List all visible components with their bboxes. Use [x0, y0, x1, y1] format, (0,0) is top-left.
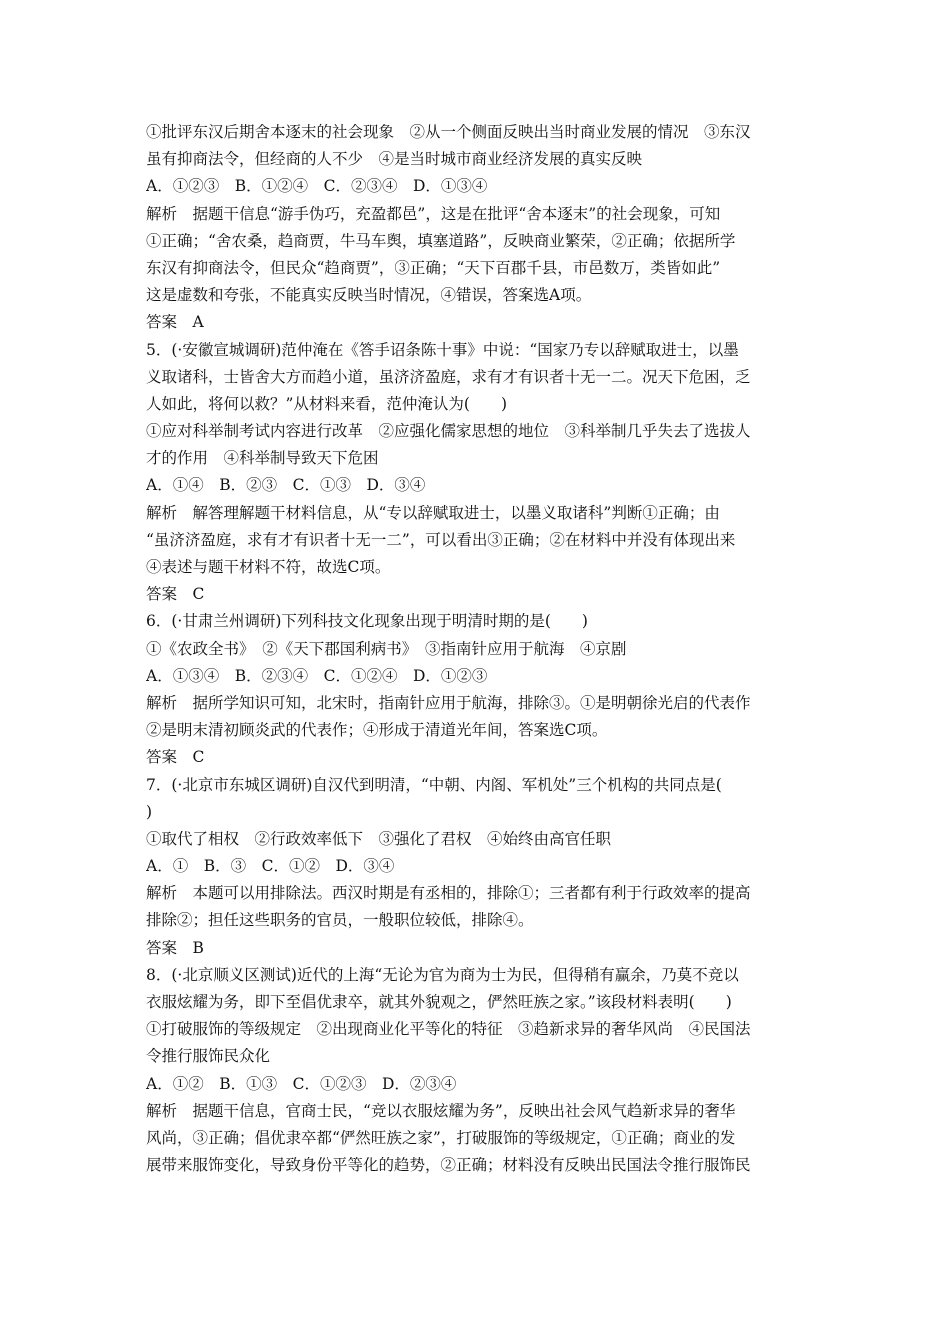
question-line: 5．(·安徽宣城调研)范仲淹在《答手诏条陈十事》中说：“国家乃专以辞赋取进士，以墨	[146, 340, 739, 359]
analysis-line: 展带来服饰变化，导致身份平等化的趋势，②正确；材料没有反映出民国法令推行服饰民	[146, 1156, 751, 1175]
statement-line: 才的作用 ④科举制导致天下危困	[146, 449, 379, 468]
question-line: 衣服炫耀为务，即下至倡优隶卒，就其外貌观之，俨然旺族之家。”该段材料表明( )	[146, 993, 732, 1011]
question-line: 人如此，将何以救？”从材料来看，范仲淹认为( )	[146, 394, 508, 413]
document-page	[146, 119, 814, 1179]
analysis-line: 东汉有抑商法令，但民众“趋商贾”，③正确；“天下百郡千县，市邑数万，类皆如此”	[146, 258, 721, 277]
answer-line: 答案 A	[146, 313, 204, 332]
statement-line: ①取代了相权 ②行政效率低下 ③强化了君权 ④始终由高官任职	[146, 829, 612, 848]
answer-line: 答案 C	[146, 748, 205, 767]
statement-line: ①打破服饰的等级规定 ②出现商业化平等化的特征 ③趋新求异的奢华风尚 ④民国法	[146, 1020, 751, 1039]
answer-line: 答案 C	[146, 585, 205, 604]
analysis-line: ④表述与题干材料不符，故选C项。	[146, 558, 391, 576]
analysis-line: ②是明末清初顾炎武的代表作；④形成于清道光年间，答案选C项。	[146, 721, 608, 740]
question-line: 义取诸科，士皆舍大方而趋小道，虽济济盈庭，求有才有识者十无一二。况天下危困，乏	[146, 367, 751, 386]
question-line: 8．(·北京顺义区测试)近代的上海“无论为官为商为士为民，但得稍有赢余，乃莫不竞以	[146, 965, 739, 984]
analysis-line: 解析 解答理解题干材料信息，从“专以辞赋取进士，以墨义取诸科”判断①正确；由	[146, 503, 720, 522]
analysis-line: 解析 据所学知识可知，北宋时，指南针应用于航海，排除③。①是明朝徐光启的代表作	[146, 693, 751, 712]
question-line: 6．(·甘肃兰州调研)下列科技文化现象出现于明清时期的是( )	[146, 612, 588, 631]
question-line: )	[146, 802, 153, 821]
analysis-line: 解析 据题干信息，官商士民，“竞以衣服炫耀为务”，反映出社会风气趋新求异的奢华	[146, 1101, 736, 1120]
analysis-line: 风尚，③正确；倡优隶卒都“俨然旺族之家”，打破服饰的等级规定，①正确；商业的发	[146, 1128, 736, 1147]
answer-options: A．①④ B．②③ C．①③ D．③④	[146, 476, 426, 495]
question-line: 7．(·北京市东城区调研)自汉代到明清，“中朝、内阁、军机处”三个机构的共同点是(	[146, 775, 722, 794]
answer-options: A．①③④ B．②③④ C．①②④ D．①②③	[146, 666, 488, 685]
analysis-line: 这是虚数和夸张，不能真实反映当时情况，④错误，答案选A项。	[146, 286, 592, 305]
statement-line: ①应对科举制考试内容进行改革 ②应强化儒家思想的地位 ③科举制几乎失去了选拔人	[146, 422, 751, 441]
analysis-line: “虽济济盈庭，求有才有识者十无一二”，可以看出③正确；②在材料中并没有体现出来	[146, 530, 736, 549]
answer-options: A．①② B．①③ C．①②③ D．②③④	[146, 1074, 457, 1093]
text-line: 虽有抑商法令，但经商的人不少 ④是当时城市商业经济发展的真实反映	[146, 150, 643, 169]
analysis-line: 解析 本题可以用排除法。西汉时期是有丞相的，排除①；三者都有利于行政效率的提高	[146, 884, 751, 903]
answer-line: 答案 B	[146, 938, 204, 957]
statement-line: 令推行服饰民众化	[146, 1047, 271, 1066]
text-line: ①批评东汉后期舍本逐末的社会现象 ②从一个侧面反映出当时商业发展的情况 ③东汉	[146, 123, 751, 141]
analysis-line: 排除②；担任这些职务的官员，一般职位较低，排除④。	[146, 911, 534, 930]
statement-line: ①《农政全书》 ②《天下郡国利病书》 ③指南针应用于航海 ④京剧	[146, 639, 627, 658]
analysis-line: ①正确；“舍农桑，趋商贾，牛马车舆，填塞道路”，反映商业繁荣，②正确；依据所学	[146, 231, 736, 250]
analysis-line: 解析 据题干信息“游手伪巧，充盈都邑”，这是在批评“舍本逐末”的社会现象，可知	[146, 204, 721, 223]
answer-options: A．① B．③ C．①② D．③④	[146, 857, 395, 876]
answer-options: A．①②③ B．①②④ C．②③④ D．①③④	[146, 177, 488, 196]
